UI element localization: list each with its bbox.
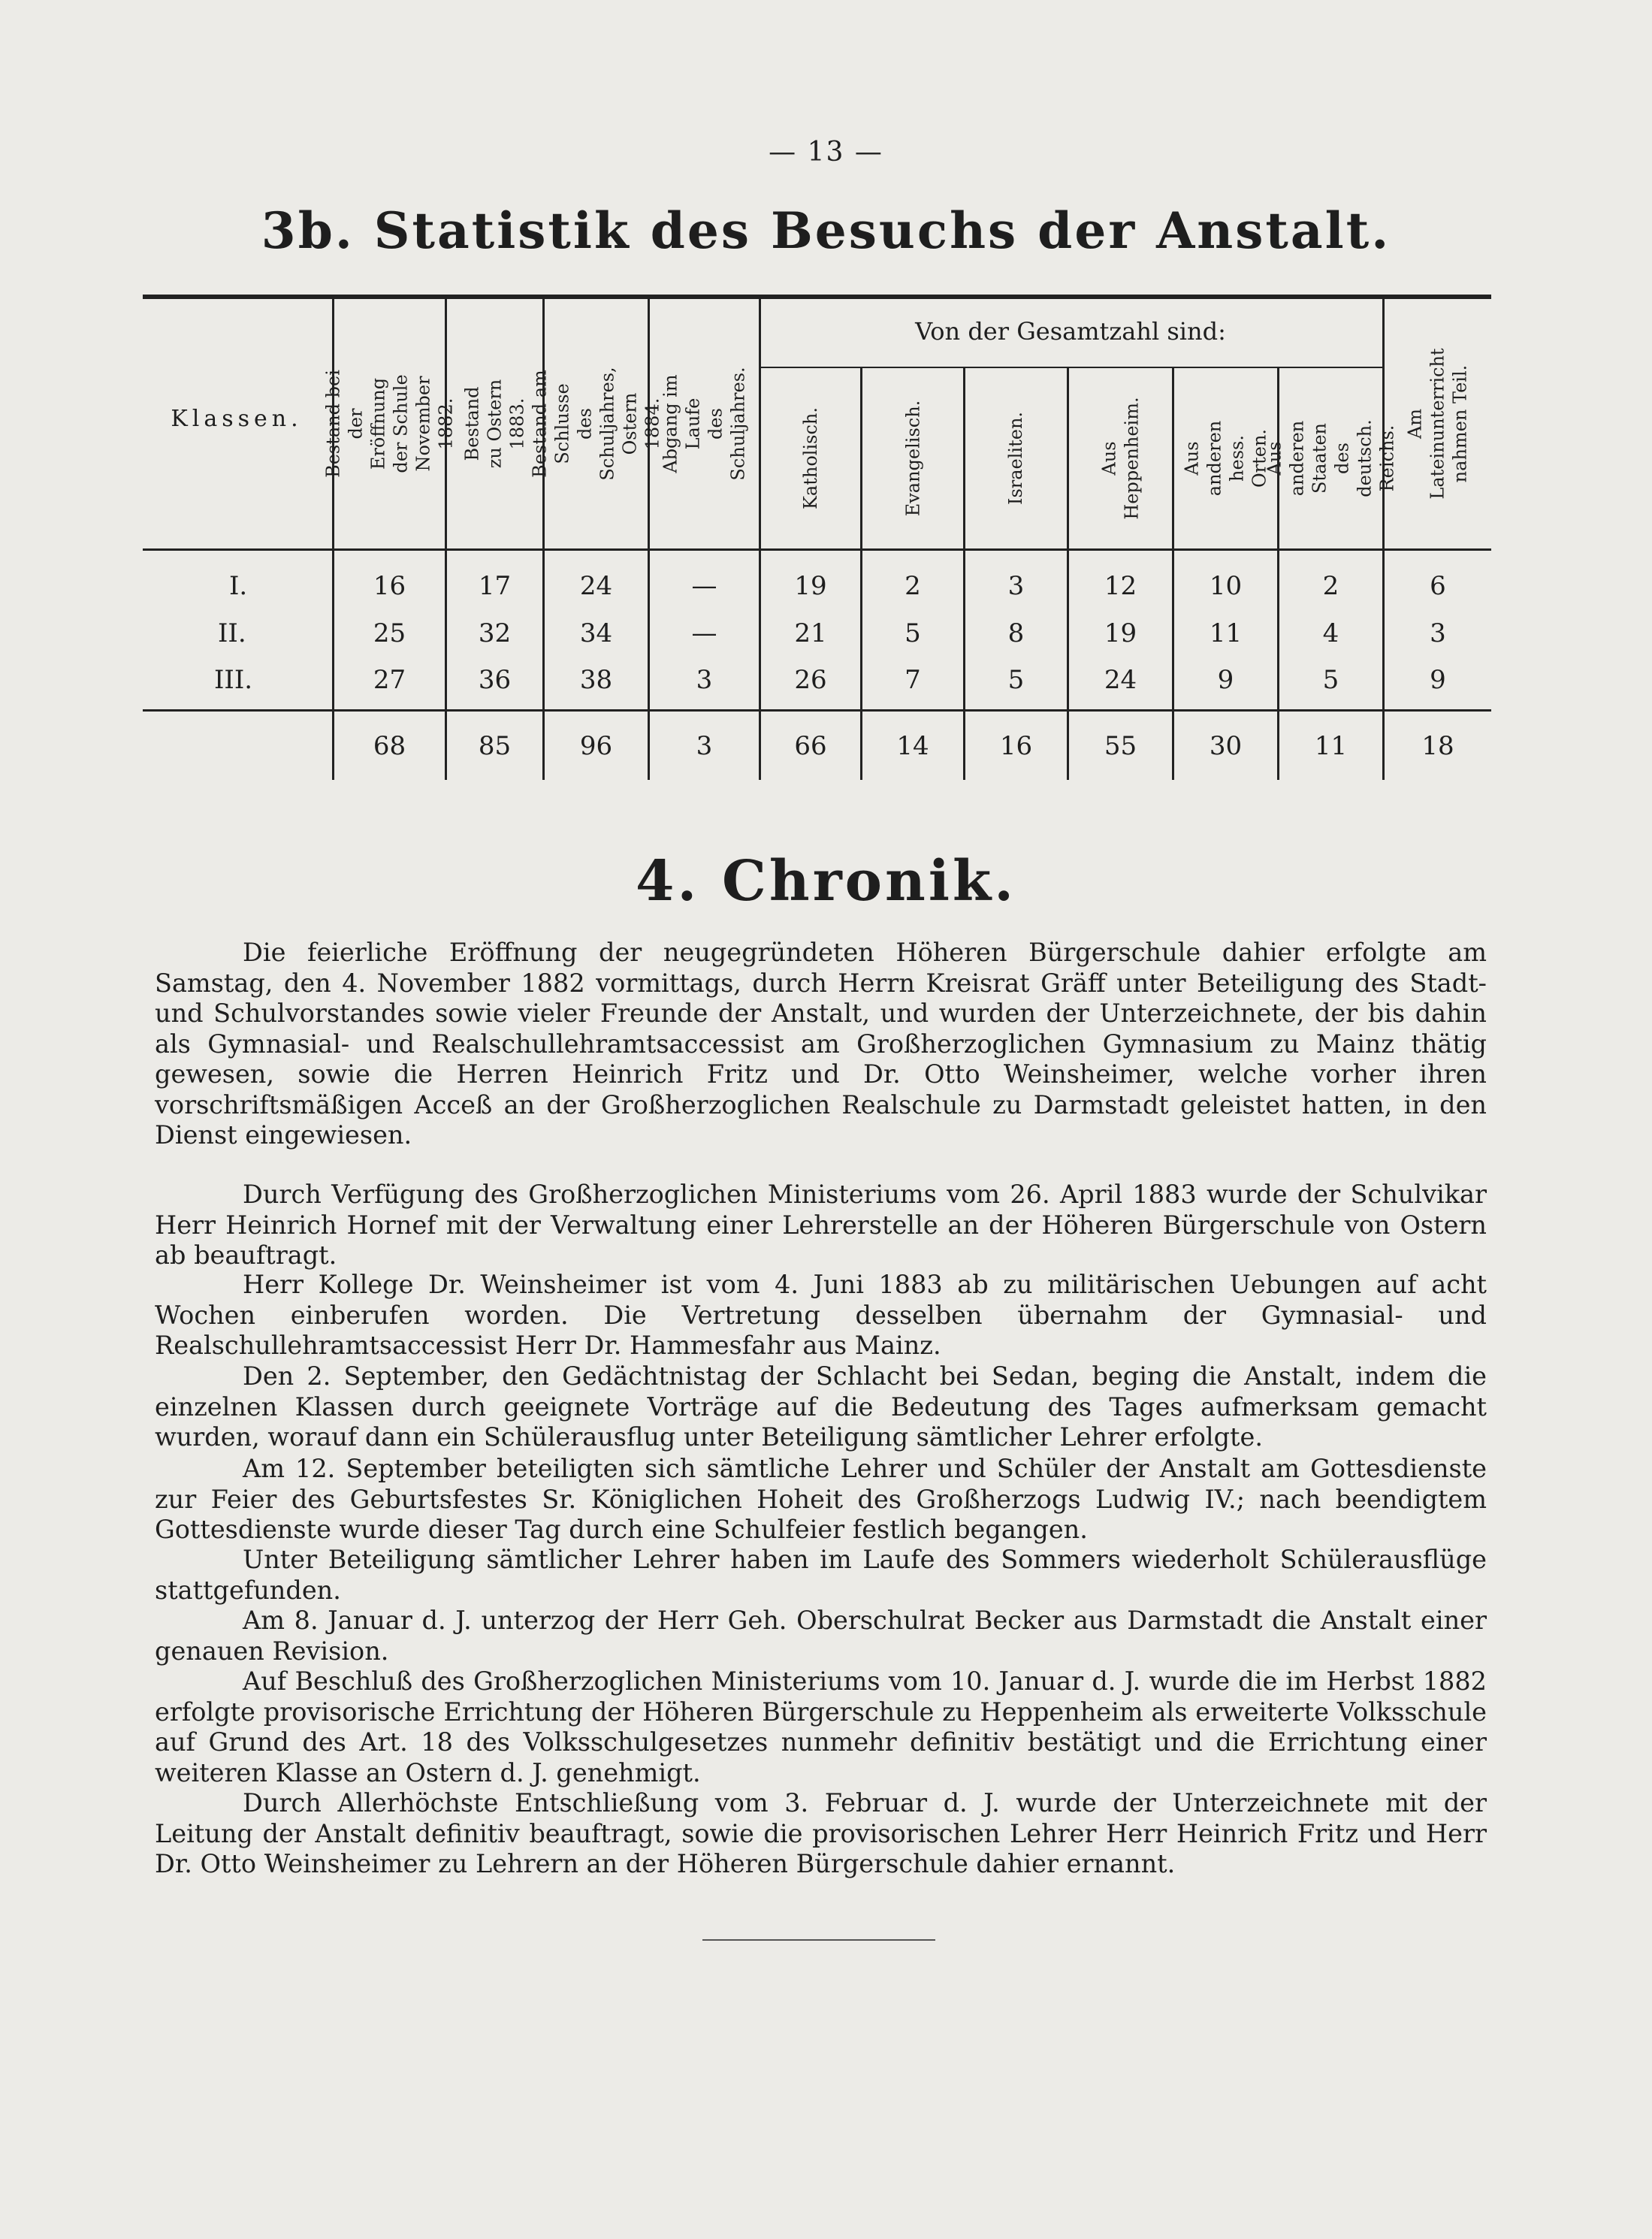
cell: —: [691, 571, 717, 601]
paragraph: Die feierliche Eröffnung der neugegründeten Höheren Bürgerschule dahier erfolgte am Samstag, den 4. November 1882 vormittags, durch Herrn Kreisrat Gräff unter Beteiligung des Stadt- und Schulvorstandes sowie vieler Freunde der Anstalt, und wurden der Unterzeichnete, der bis dahin als Gymnasial- und Realschullehramtsaccessist am Großherzoglichen Gymnasium zu Mainz thätig gewesen, sowie die Herren Heinrich Fritz und Dr. Otto Weinsheimer, welche vorher ihren vorschriftsmäßigen Acceß an der Großherzoglichen Realschule zu Darmstadt geleistet hatten, in den Dienst eingewiesen.: [155, 938, 1487, 1150]
paragraph: Den 2. September, den Gedächtnistag der Schlacht bei Sedan, beging die Anstalt, indem die einzelnen Klassen durch geeignete Vorträge auf die Bedeutung des Tages aufmerksam gemacht wurden, worauf dann ein Schülerausflug unter Beteiligung sämtlicher Lehrer erfolgte.: [155, 1361, 1487, 1452]
col-header-evangelisch: Evangelisch.: [902, 400, 924, 517]
table-body-bottom-rule: [143, 709, 1491, 712]
total-cell: 66: [794, 731, 827, 761]
cell: 17: [478, 571, 512, 601]
cell: 2: [905, 571, 921, 601]
cell: 2: [1322, 571, 1339, 601]
cell: 19: [794, 571, 827, 601]
cell: 5: [905, 618, 921, 648]
paragraph: Unter Beteiligung sämtlicher Lehrer haben im Laufe des Sommers wiederholt Schülerausflüge stattgefunden.: [155, 1545, 1487, 1605]
row-label: III.: [214, 665, 253, 695]
cell: 3: [696, 665, 713, 695]
cell: 7: [905, 665, 921, 695]
cell: 38: [579, 665, 613, 695]
cell: 5: [1322, 665, 1339, 695]
total-cell: 3: [696, 731, 713, 761]
cell: 21: [794, 618, 827, 648]
cell: 4: [1322, 618, 1339, 648]
cell: 26: [794, 665, 827, 695]
col-header-abgang: Abgang im Laufe des Schuljahres.: [660, 367, 749, 481]
col-header-latein: Am Lateinunterricht nahmen Teil.: [1405, 348, 1471, 500]
section-title: 3b. Statistik des Besuchs der Anstalt.: [261, 201, 1391, 260]
klassen-header: Klassen.: [171, 406, 303, 432]
cell: 24: [579, 571, 613, 601]
table-header-bottom-rule: [143, 548, 1491, 551]
page-number: — 13 —: [769, 137, 883, 168]
cell: 36: [478, 665, 512, 695]
col-header-bestand-schluss: Bestand am Schlusse des Schuljahres, Ostern 1884.: [529, 367, 663, 481]
cell: 8: [1007, 618, 1025, 648]
total-cell: 18: [1421, 731, 1454, 761]
col-header-bestand-ostern-1883: Bestand zu Ostern 1883.: [461, 379, 528, 469]
cell: 9: [1217, 665, 1234, 695]
paragraph: Herr Kollege Dr. Weinsheimer ist vom 4. Juni 1883 ab zu militärischen Uebungen auf acht Wochen einberufen worden. Die Vertretung desselben übernahm der Gymnasial- und Realschullehramtsaccessist Herr Dr. Hammesfahr aus Mainz.: [155, 1270, 1487, 1360]
cell: 3: [1007, 571, 1025, 601]
table-top-rule: [143, 295, 1491, 299]
row-label: II.: [218, 618, 246, 648]
cell: —: [691, 618, 717, 648]
col-header-bestand-eroeffnung: Bestand bei der Eröffnung der Schule November 1882.: [322, 370, 457, 478]
closing-rule: [702, 1939, 935, 1941]
cell: 12: [1104, 571, 1137, 601]
col-header-hess-orte: Aus anderen hess. Orten.: [1181, 420, 1270, 497]
group-header-rule: [759, 367, 1382, 368]
cell: 25: [373, 618, 406, 648]
cell: 9: [1430, 665, 1446, 695]
total-cell: 85: [478, 731, 512, 761]
total-cell: 30: [1209, 731, 1243, 761]
paragraph: Am 8. Januar d. J. unterzog der Herr Geh. Oberschulrat Becker aus Darmstadt die Anstalt einer genauen Revision.: [155, 1606, 1487, 1666]
col-header-heppenheim: Aus Heppenheim.: [1098, 397, 1143, 520]
total-cell: 55: [1104, 731, 1137, 761]
cell: 5: [1007, 665, 1025, 695]
paragraph: Durch Allerhöchste Entschließung vom 3. Februar d. J. wurde der Unterzeichnete mit der Leitung der Anstalt definitiv beauftragt, sowie die provisorischen Lehrer Herr Heinrich Fritz und Herr Dr. Otto Weinsheimer zu Lehrern an der Höheren Bürgerschule dahier ernannt.: [155, 1788, 1487, 1878]
chronik-title: 4. Chronik.: [635, 849, 1016, 914]
col-header-israeliten: Israeliten.: [1005, 411, 1027, 506]
total-cell: 16: [999, 731, 1033, 761]
cell: 24: [1104, 665, 1137, 695]
cell: 3: [1430, 618, 1446, 648]
col-header-katholisch: Katholisch.: [800, 407, 822, 509]
cell: 10: [1209, 571, 1243, 601]
total-cell: 11: [1314, 731, 1348, 761]
paragraph: Durch Verfügung des Großherzoglichen Ministeriums vom 26. April 1883 wurde der Schulvikar Herr Heinrich Hornef mit der Verwaltung einer Lehrerstelle an der Höheren Bürgerschule von Ostern ab beauftragt.: [155, 1180, 1487, 1270]
total-cell: 68: [373, 731, 406, 761]
col-header-andere-staaten: Aus anderen Staaten des deutsch. Reichs.: [1264, 419, 1398, 497]
cell: 6: [1430, 571, 1446, 601]
paragraph: Auf Beschluß des Großherzoglichen Ministeriums vom 10. Januar d. J. wurde die im Herbst 1882 erfolgte provisorische Errichtung der Höheren Bürgerschule zu Heppenheim als erweiterte Volksschule auf Grund des Art. 18 des Volksschulgesetzes nunmehr definitiv bestätigt und die Errichtung einer weiteren Klasse an Ostern d. J. genehmigt.: [155, 1666, 1487, 1787]
paragraph: Am 12. September beteiligten sich sämtliche Lehrer und Schüler der Anstalt am Gottesdienste zur Feier des Geburtsfestes Sr. Königlichen Hoheit des Großherzogs Ludwig IV.; nach beendigtem Gottesdienste wurde dieser Tag durch eine Schulfeier festlich begangen.: [155, 1454, 1487, 1544]
row-label: I.: [229, 571, 248, 601]
cell: 19: [1104, 618, 1137, 648]
cell: 27: [373, 665, 406, 695]
total-cell: 96: [579, 731, 613, 761]
total-cell: 14: [896, 731, 929, 761]
group-header: Von der Gesamtzahl sind:: [915, 317, 1226, 346]
cell: 16: [373, 571, 406, 601]
cell: 11: [1209, 618, 1243, 648]
cell: 34: [579, 618, 613, 648]
cell: 32: [478, 618, 512, 648]
